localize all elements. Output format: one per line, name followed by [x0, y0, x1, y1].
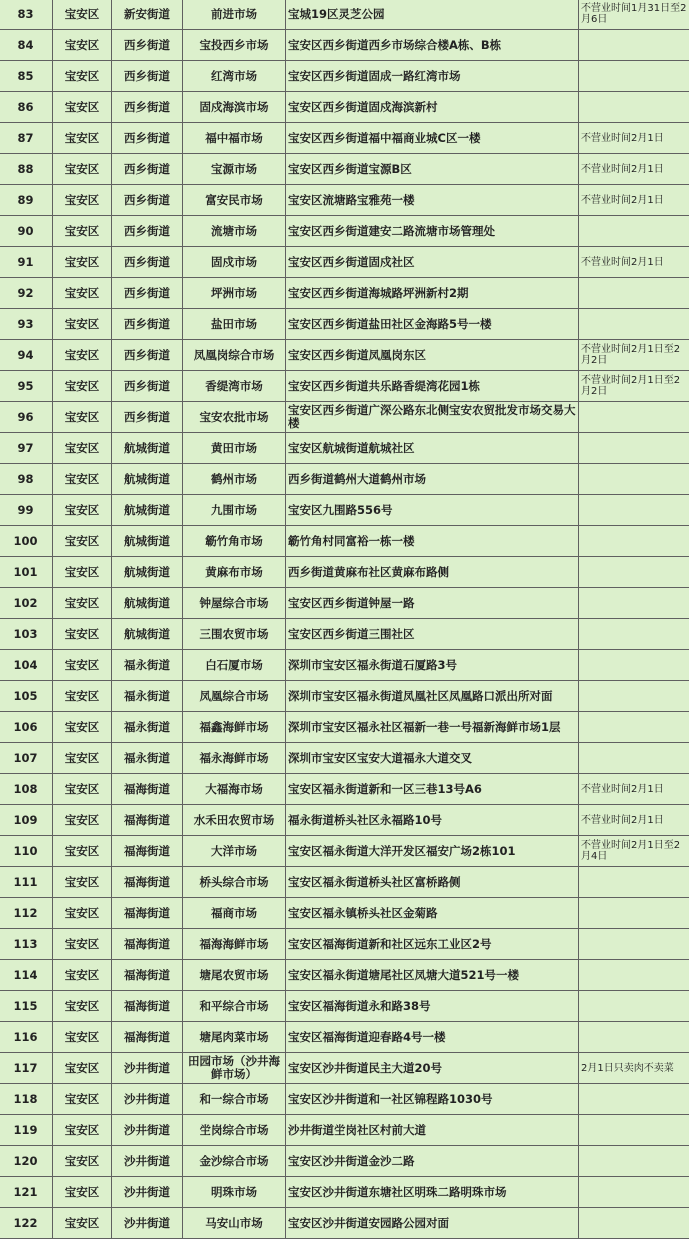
address-cell: 宝安区西乡街道共乐路香缇湾花园1栋 [286, 371, 579, 402]
district-cell: 宝安区 [53, 464, 112, 495]
address-cell: 宝安区西乡街道海城路坪洲新村2期 [286, 278, 579, 309]
address-cell: 宝安区沙井街道安园路公园对面 [286, 1208, 579, 1239]
market-name-cell: 簕竹角市场 [183, 526, 286, 557]
street-cell: 西乡街道 [112, 247, 183, 278]
street-cell: 西乡街道 [112, 216, 183, 247]
row-number: 120 [0, 1146, 53, 1177]
table-row [0, 278, 689, 309]
table-row [0, 309, 689, 340]
address-cell: 宝安区航城街道航城社区 [286, 433, 579, 464]
closure-note-cell [579, 278, 689, 309]
row-number: 116 [0, 1022, 53, 1053]
district-cell: 宝安区 [53, 278, 112, 309]
address-cell: 西乡街道鹤州大道鹤州市场 [286, 464, 579, 495]
closure-note-cell [579, 61, 689, 92]
address-cell: 宝安区西乡街道三围社区 [286, 619, 579, 650]
row-number: 121 [0, 1177, 53, 1208]
address-cell: 宝安区西乡街道固戍社区 [286, 247, 579, 278]
district-cell: 宝安区 [53, 991, 112, 1022]
district-cell: 宝安区 [53, 154, 112, 185]
row-number: 88 [0, 154, 53, 185]
table-row [0, 960, 689, 991]
street-cell: 新安街道 [112, 0, 183, 30]
table-row [0, 526, 689, 557]
table-row [0, 557, 689, 588]
district-cell: 宝安区 [53, 0, 112, 30]
closure-note-cell: 不营业时间2月1日至2月2日 [579, 371, 689, 402]
closure-note-cell: 不营业时间2月1日 [579, 247, 689, 278]
address-cell: 宝安区沙井街道金沙二路 [286, 1146, 579, 1177]
row-number: 103 [0, 619, 53, 650]
address-cell: 宝安区福永街道塘尾社区凤塘大道521号一楼 [286, 960, 579, 991]
closure-note-cell [579, 712, 689, 743]
table-row [0, 30, 689, 61]
table-row [0, 464, 689, 495]
closure-note-cell [579, 1177, 689, 1208]
closure-note-cell [579, 464, 689, 495]
row-number: 107 [0, 743, 53, 774]
address-cell: 宝安区西乡街道宝源B区 [286, 154, 579, 185]
market-name-cell: 马安山市场 [183, 1208, 286, 1239]
address-cell: 宝安区九围路556号 [286, 495, 579, 526]
street-cell: 航城街道 [112, 464, 183, 495]
street-cell: 西乡街道 [112, 371, 183, 402]
row-number: 96 [0, 402, 53, 433]
address-cell: 福永街道桥头社区永福路10号 [286, 805, 579, 836]
district-cell: 宝安区 [53, 805, 112, 836]
market-name-cell: 白石厦市场 [183, 650, 286, 681]
street-cell: 航城街道 [112, 557, 183, 588]
address-cell: 深圳市宝安区福永社区福新一巷一号福新海鲜市场1层 [286, 712, 579, 743]
address-cell: 深圳市宝安区宝安大道福永大道交叉 [286, 743, 579, 774]
table-row [0, 743, 689, 774]
row-number: 106 [0, 712, 53, 743]
district-cell: 宝安区 [53, 1053, 112, 1084]
address-cell: 宝安区西乡街道西乡市场综合楼A栋、B栋 [286, 30, 579, 61]
closure-note-cell: 不营业时间2月1日 [579, 805, 689, 836]
address-cell: 宝安区福海街道新和社区远东工业区2号 [286, 929, 579, 960]
closure-note-cell [579, 743, 689, 774]
closure-note-cell [579, 557, 689, 588]
row-number: 117 [0, 1053, 53, 1084]
market-name-cell: 黄田市场 [183, 433, 286, 464]
closure-note-cell: 不营业时间1月31日至2月6日 [579, 0, 689, 30]
market-name-cell: 鹤州市场 [183, 464, 286, 495]
district-cell: 宝安区 [53, 743, 112, 774]
table-row [0, 774, 689, 805]
closure-note-cell [579, 1084, 689, 1115]
row-number: 114 [0, 960, 53, 991]
street-cell: 航城街道 [112, 588, 183, 619]
district-cell: 宝安区 [53, 588, 112, 619]
closure-note-cell [579, 619, 689, 650]
district-cell: 宝安区 [53, 898, 112, 929]
row-number: 86 [0, 92, 53, 123]
address-cell: 宝安区福永街道桥头社区富桥路侧 [286, 867, 579, 898]
market-name-cell: 黄麻布市场 [183, 557, 286, 588]
street-cell: 福海街道 [112, 960, 183, 991]
address-cell: 宝安区西乡街道广深公路东北侧宝安农贸批发市场交易大楼 [286, 402, 579, 433]
table-row [0, 681, 689, 712]
closure-note-cell [579, 92, 689, 123]
market-name-cell: 盐田市场 [183, 309, 286, 340]
address-cell: 宝安区沙井街道民主大道20号 [286, 1053, 579, 1084]
table-row [0, 1053, 689, 1084]
closure-note-cell [579, 495, 689, 526]
row-number: 95 [0, 371, 53, 402]
street-cell: 西乡街道 [112, 278, 183, 309]
market-name-cell: 和一综合市场 [183, 1084, 286, 1115]
district-cell: 宝安区 [53, 1146, 112, 1177]
row-number: 105 [0, 681, 53, 712]
market-name-cell: 大洋市场 [183, 836, 286, 867]
table-row [0, 154, 689, 185]
district-cell: 宝安区 [53, 402, 112, 433]
market-name-cell: 和平综合市场 [183, 991, 286, 1022]
address-cell: 宝安区沙井街道东塘社区明珠二路明珠市场 [286, 1177, 579, 1208]
table-row [0, 371, 689, 402]
closure-note-cell [579, 960, 689, 991]
table-row [0, 991, 689, 1022]
table-row [0, 1022, 689, 1053]
district-cell: 宝安区 [53, 123, 112, 154]
address-cell: 宝安区西乡街道凤凰岗东区 [286, 340, 579, 371]
closure-note-cell [579, 1115, 689, 1146]
address-cell: 宝城19区灵芝公园 [286, 0, 579, 30]
table-row [0, 805, 689, 836]
table-row [0, 898, 689, 929]
market-name-cell: 香缇湾市场 [183, 371, 286, 402]
address-cell: 宝安区福海街道迎春路4号一楼 [286, 1022, 579, 1053]
address-cell: 宝安区西乡街道建安二路流塘市场管理处 [286, 216, 579, 247]
row-number: 99 [0, 495, 53, 526]
market-name-cell: 宝安农批市场 [183, 402, 286, 433]
street-cell: 西乡街道 [112, 30, 183, 61]
address-cell: 宝安区西乡街道福中福商业城C区一楼 [286, 123, 579, 154]
closure-note-cell: 不营业时间2月1日 [579, 185, 689, 216]
street-cell: 航城街道 [112, 433, 183, 464]
street-cell: 福海街道 [112, 991, 183, 1022]
market-name-cell: 水禾田农贸市场 [183, 805, 286, 836]
street-cell: 沙井街道 [112, 1084, 183, 1115]
address-cell: 宝安区沙井街道和一社区锦程路1030号 [286, 1084, 579, 1115]
address-cell: 宝安区流塘路宝雅苑一楼 [286, 185, 579, 216]
row-number: 102 [0, 588, 53, 619]
table-row [0, 929, 689, 960]
district-cell: 宝安区 [53, 712, 112, 743]
table-row [0, 92, 689, 123]
street-cell: 航城街道 [112, 495, 183, 526]
table-row [0, 1146, 689, 1177]
table-row [0, 1084, 689, 1115]
table-row [0, 433, 689, 464]
address-cell: 深圳市宝安区福永街道石厦路3号 [286, 650, 579, 681]
table-row [0, 402, 689, 433]
district-cell: 宝安区 [53, 836, 112, 867]
closure-note-cell [579, 402, 689, 433]
market-name-cell: 大福海市场 [183, 774, 286, 805]
street-cell: 沙井街道 [112, 1177, 183, 1208]
row-number: 101 [0, 557, 53, 588]
closure-note-cell [579, 526, 689, 557]
table-row [0, 1177, 689, 1208]
row-number: 112 [0, 898, 53, 929]
street-cell: 航城街道 [112, 526, 183, 557]
street-cell: 西乡街道 [112, 309, 183, 340]
address-cell: 宝安区西乡街道固成一路红湾市场 [286, 61, 579, 92]
market-name-cell: 金沙综合市场 [183, 1146, 286, 1177]
row-number: 91 [0, 247, 53, 278]
market-name-cell: 九围市场 [183, 495, 286, 526]
address-cell: 宝安区福永街道大洋开发区福安广场2栋101 [286, 836, 579, 867]
street-cell: 福永街道 [112, 712, 183, 743]
district-cell: 宝安区 [53, 309, 112, 340]
market-name-cell: 富安民市场 [183, 185, 286, 216]
table-row [0, 495, 689, 526]
street-cell: 西乡街道 [112, 123, 183, 154]
closure-note-cell [579, 991, 689, 1022]
row-number: 108 [0, 774, 53, 805]
address-cell: 深圳市宝安区福永街道凤凰社区凤凰路口派出所对面 [286, 681, 579, 712]
street-cell: 西乡街道 [112, 92, 183, 123]
district-cell: 宝安区 [53, 61, 112, 92]
row-number: 122 [0, 1208, 53, 1239]
district-cell: 宝安区 [53, 340, 112, 371]
row-number: 94 [0, 340, 53, 371]
street-cell: 福海街道 [112, 898, 183, 929]
market-name-cell: 坣岗综合市场 [183, 1115, 286, 1146]
table-row [0, 216, 689, 247]
table-row [0, 867, 689, 898]
closure-note-cell [579, 216, 689, 247]
row-number: 87 [0, 123, 53, 154]
street-cell: 航城街道 [112, 619, 183, 650]
closure-note-cell [579, 309, 689, 340]
row-number: 98 [0, 464, 53, 495]
street-cell: 沙井街道 [112, 1053, 183, 1084]
row-number: 90 [0, 216, 53, 247]
market-name-cell: 福永海鲜市场 [183, 743, 286, 774]
market-name-cell: 福中福市场 [183, 123, 286, 154]
district-cell: 宝安区 [53, 960, 112, 991]
closure-note-cell [579, 433, 689, 464]
table-row [0, 1208, 689, 1239]
row-number: 104 [0, 650, 53, 681]
closure-note-cell [579, 1146, 689, 1177]
district-cell: 宝安区 [53, 247, 112, 278]
market-name-cell: 宝投西乡市场 [183, 30, 286, 61]
market-name-cell: 福海海鲜市场 [183, 929, 286, 960]
district-cell: 宝安区 [53, 1177, 112, 1208]
closure-note-cell: 不营业时间2月1日至2月2日 [579, 340, 689, 371]
district-cell: 宝安区 [53, 1208, 112, 1239]
closure-note-cell [579, 588, 689, 619]
street-cell: 西乡街道 [112, 154, 183, 185]
district-cell: 宝安区 [53, 681, 112, 712]
closure-note-cell [579, 898, 689, 929]
address-cell: 簕竹角村同富裕一栋一楼 [286, 526, 579, 557]
street-cell: 福海街道 [112, 929, 183, 960]
market-name-cell: 前进市场 [183, 0, 286, 30]
closure-note-cell [579, 867, 689, 898]
row-number: 84 [0, 30, 53, 61]
street-cell: 西乡街道 [112, 185, 183, 216]
closure-note-cell [579, 30, 689, 61]
row-number: 85 [0, 61, 53, 92]
address-cell: 沙井街道坣岗社区村前大道 [286, 1115, 579, 1146]
street-cell: 福海街道 [112, 805, 183, 836]
table-row [0, 61, 689, 92]
row-number: 118 [0, 1084, 53, 1115]
table-row [0, 123, 689, 154]
street-cell: 福永街道 [112, 650, 183, 681]
market-name-cell: 红湾市场 [183, 61, 286, 92]
district-cell: 宝安区 [53, 1084, 112, 1115]
row-number: 89 [0, 185, 53, 216]
market-name-cell: 流塘市场 [183, 216, 286, 247]
district-cell: 宝安区 [53, 433, 112, 464]
address-cell: 宝安区福永镇桥头社区金菊路 [286, 898, 579, 929]
closure-note-cell: 不营业时间2月1日至2月4日 [579, 836, 689, 867]
district-cell: 宝安区 [53, 495, 112, 526]
market-name-cell: 塘尾肉菜市场 [183, 1022, 286, 1053]
district-cell: 宝安区 [53, 1022, 112, 1053]
row-number: 119 [0, 1115, 53, 1146]
table-row [0, 247, 689, 278]
row-number: 92 [0, 278, 53, 309]
row-number: 113 [0, 929, 53, 960]
table-row [0, 619, 689, 650]
address-cell: 西乡街道黄麻布社区黄麻布路侧 [286, 557, 579, 588]
market-name-cell: 凤凰岗综合市场 [183, 340, 286, 371]
street-cell: 沙井街道 [112, 1115, 183, 1146]
market-name-cell: 桥头综合市场 [183, 867, 286, 898]
row-number: 109 [0, 805, 53, 836]
market-name-cell: 固戍市场 [183, 247, 286, 278]
street-cell: 沙井街道 [112, 1208, 183, 1239]
district-cell: 宝安区 [53, 216, 112, 247]
table-row [0, 340, 689, 371]
row-number: 111 [0, 867, 53, 898]
market-name-cell: 三围农贸市场 [183, 619, 286, 650]
closure-note-cell: 不营业时间2月1日 [579, 154, 689, 185]
district-cell: 宝安区 [53, 619, 112, 650]
district-cell: 宝安区 [53, 185, 112, 216]
address-cell: 宝安区西乡街道钟屋一路 [286, 588, 579, 619]
street-cell: 福永街道 [112, 743, 183, 774]
row-number: 100 [0, 526, 53, 557]
district-cell: 宝安区 [53, 92, 112, 123]
market-name-cell: 塘尾农贸市场 [183, 960, 286, 991]
table-row [0, 650, 689, 681]
table-row [0, 1115, 689, 1146]
closure-note-cell: 不营业时间2月1日 [579, 774, 689, 805]
market-name-cell: 明珠市场 [183, 1177, 286, 1208]
address-cell: 宝安区福海街道永和路38号 [286, 991, 579, 1022]
closure-note-cell [579, 681, 689, 712]
market-name-cell: 坪洲市场 [183, 278, 286, 309]
row-number: 93 [0, 309, 53, 340]
market-name-cell: 钟屋综合市场 [183, 588, 286, 619]
street-cell: 西乡街道 [112, 340, 183, 371]
district-cell: 宝安区 [53, 929, 112, 960]
row-number: 97 [0, 433, 53, 464]
street-cell: 西乡街道 [112, 402, 183, 433]
closure-note-cell: 不营业时间2月1日 [579, 123, 689, 154]
street-cell: 沙井街道 [112, 1146, 183, 1177]
district-cell: 宝安区 [53, 371, 112, 402]
district-cell: 宝安区 [53, 526, 112, 557]
street-cell: 西乡街道 [112, 61, 183, 92]
district-cell: 宝安区 [53, 1115, 112, 1146]
district-cell: 宝安区 [53, 30, 112, 61]
market-name-cell: 田园市场（沙井海鲜市场） [183, 1053, 286, 1084]
closure-note-cell: 2月1日只卖肉不卖菜 [579, 1053, 689, 1084]
street-cell: 福海街道 [112, 867, 183, 898]
street-cell: 福海街道 [112, 1022, 183, 1053]
table-row [0, 588, 689, 619]
address-cell: 宝安区福永街道新和一区三巷13号A6 [286, 774, 579, 805]
closure-note-cell [579, 1022, 689, 1053]
row-number: 83 [0, 0, 53, 30]
district-cell: 宝安区 [53, 557, 112, 588]
table-row [0, 712, 689, 743]
market-name-cell: 固戍海滨市场 [183, 92, 286, 123]
street-cell: 福永街道 [112, 681, 183, 712]
district-cell: 宝安区 [53, 867, 112, 898]
address-cell: 宝安区西乡街道固戍海滨新村 [286, 92, 579, 123]
market-name-cell: 福商市场 [183, 898, 286, 929]
row-number: 110 [0, 836, 53, 867]
row-number: 115 [0, 991, 53, 1022]
market-name-cell: 凤凰综合市场 [183, 681, 286, 712]
closure-note-cell [579, 650, 689, 681]
market-name-cell: 宝源市场 [183, 154, 286, 185]
district-cell: 宝安区 [53, 774, 112, 805]
closure-note-cell [579, 1208, 689, 1239]
street-cell: 福海街道 [112, 774, 183, 805]
market-name-cell: 福鑫海鲜市场 [183, 712, 286, 743]
street-cell: 福海街道 [112, 836, 183, 867]
table-row [0, 185, 689, 216]
table-row [0, 836, 689, 867]
district-cell: 宝安区 [53, 650, 112, 681]
address-cell: 宝安区西乡街道盐田社区金海路5号一楼 [286, 309, 579, 340]
closure-note-cell [579, 929, 689, 960]
table-row [0, 0, 689, 30]
